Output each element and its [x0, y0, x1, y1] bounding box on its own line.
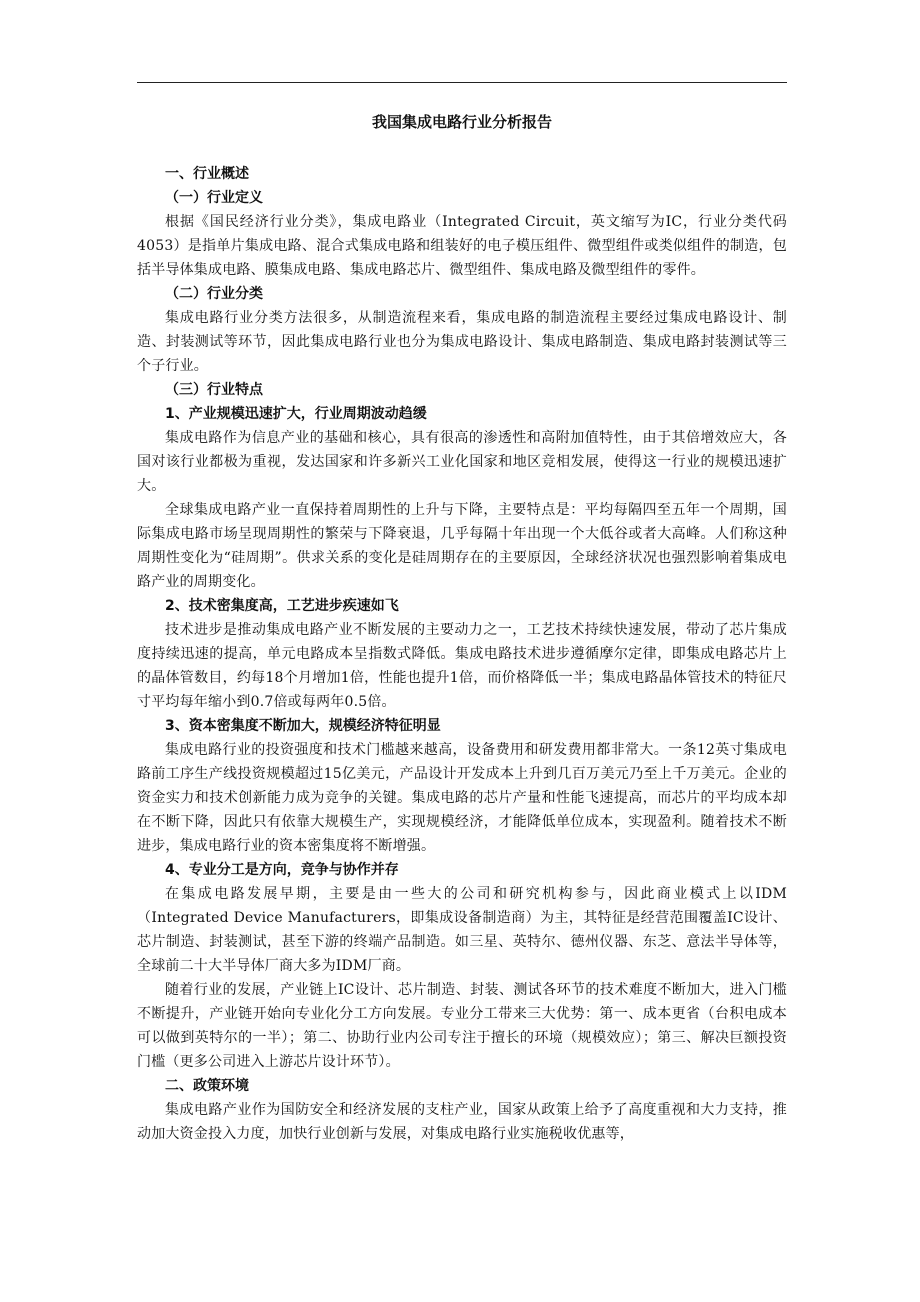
header-rule	[137, 82, 787, 83]
paragraph-feature-1a: 集成电路作为信息产业的基础和核心，具有很高的渗透性和高附加值特性，由于其倍增效应大，各国对该行业都极为重视，发达国家和许多新兴工业化国家和地区竞相发展，使得这一行业的规模迅速扩大。	[137, 430, 787, 494]
paragraph-feature-1b: 全球集成电路产业一直保持着周期性的上升与下降，主要特点是：平均每隔四至五年一个周期，国际集成电路市场呈现周期性的繁荣与下降衰退，几乎每隔十年出现一个大低谷或者大高峰。人们称这种周期性变化为“硅周期”。供求关系的变化是硅周期存在的主要原因，全球经济状况也强烈影响着集成电路产业的周期变化。	[137, 502, 787, 590]
document-body	[137, 110, 787, 1146]
subsection-heading-definition: （一）行业定义	[165, 190, 263, 206]
section-heading-overview: 一、行业概述	[165, 166, 249, 182]
paragraph-feature-2: 技术进步是推动集成电路产业不断发展的主要动力之一，工艺技术持续快速发展，带动了芯片集成度持续迅速的提高，单元电路成本呈指数式降低。集成电路技术进步遵循摩尔定律，即集成电路芯片上的晶体管数目，约每18个月增加1倍，性能也提升1倍，而价格降低一半；集成电路晶体管技术的特征尺寸平均每年缩小到0.7倍或每两年0.5倍。	[137, 622, 787, 710]
document-title: 我国集成电路行业分析报告	[371, 113, 552, 131]
feature-heading-3: 3、资本密集度不断加大，规模经济特征明显	[165, 718, 441, 734]
paragraph-feature-3: 集成电路行业的投资强度和技术门槛越来越高，设备费用和研发费用都非常大。一条12英寸集成电路前工序生产线投资规模超过15亿美元，产品设计开发成本上升到几百万美元乃至上千万美元。企业的资金实力和技术创新能力成为竞争的关键。集成电路的芯片产量和性能飞速提高，而芯片的平均成本却在不断下降，因此只有依靠大规模生产，实现规模经济，才能降低单位成本，实现盈利。随着技术不断进步，集成电路行业的资本密集度将不断增强。	[137, 742, 787, 854]
feature-heading-4: 4、专业分工是方向，竞争与协作并存	[165, 862, 399, 878]
subsection-heading-features: （三）行业特点	[165, 382, 263, 398]
feature-heading-1: 1、产业规模迅速扩大，行业周期波动趋缓	[165, 406, 427, 422]
section-heading-policy: 二、政策环境	[165, 1078, 249, 1094]
paragraph-definition: 根据《国民经济行业分类》，集成电路业（Integrated Circuit，英文缩写为IC，行业分类代码4053）是指单片集成电路、混合式集成电路和组装好的电子模压组件、微型组件或类似组件的制造，包括半导体集成电路、膜集成电路、集成电路芯片、微型组件、集成电路及微型组件的零件。	[137, 214, 787, 278]
paragraph-feature-4b: 随着行业的发展，产业链上IC设计、芯片制造、封装、测试各环节的技术难度不断加大，进入门槛不断提升，产业链开始向专业化分工方向发展。专业分工带来三大优势：第一、成本更省（台积电成本可以做到英特尔的一半）；第二、协助行业内公司专注于擅长的环境（规模效应）；第三、解决巨额投资门槛（更多公司进入上游芯片设计环节）。	[137, 982, 787, 1070]
feature-heading-2: 2、技术密集度高，工艺进步疾速如飞	[165, 598, 399, 614]
paragraph-feature-4a: 在集成电路发展早期，主要是由一些大的公司和研究机构参与，因此商业模式上以IDM（Integrated Device Manufacturers，即集成设备制造商）为主，其特征是经营范围覆盖IC设计、芯片制造、封装测试，甚至下游的终端产品制造。如三星、英特尔、德州仪器、东芝、意法半导体等，全球前二十大半导体厂商大多为IDM厂商。	[137, 886, 787, 974]
paragraph-policy: 集成电路产业作为国防安全和经济发展的支柱产业，国家从政策上给予了高度重视和大力支持，推动加大资金投入力度，加快行业创新与发展，对集成电路行业实施税收优惠等，	[137, 1102, 787, 1142]
paragraph-classification: 集成电路行业分类方法很多，从制造流程来看，集成电路的制造流程主要经过集成电路设计、制造、封装测试等环节，因此集成电路行业也分为集成电路设计、集成电路制造、集成电路封装测试等三个子行业。	[137, 310, 787, 374]
document-page	[137, 0, 787, 1302]
subsection-heading-classification: （二）行业分类	[165, 286, 263, 302]
